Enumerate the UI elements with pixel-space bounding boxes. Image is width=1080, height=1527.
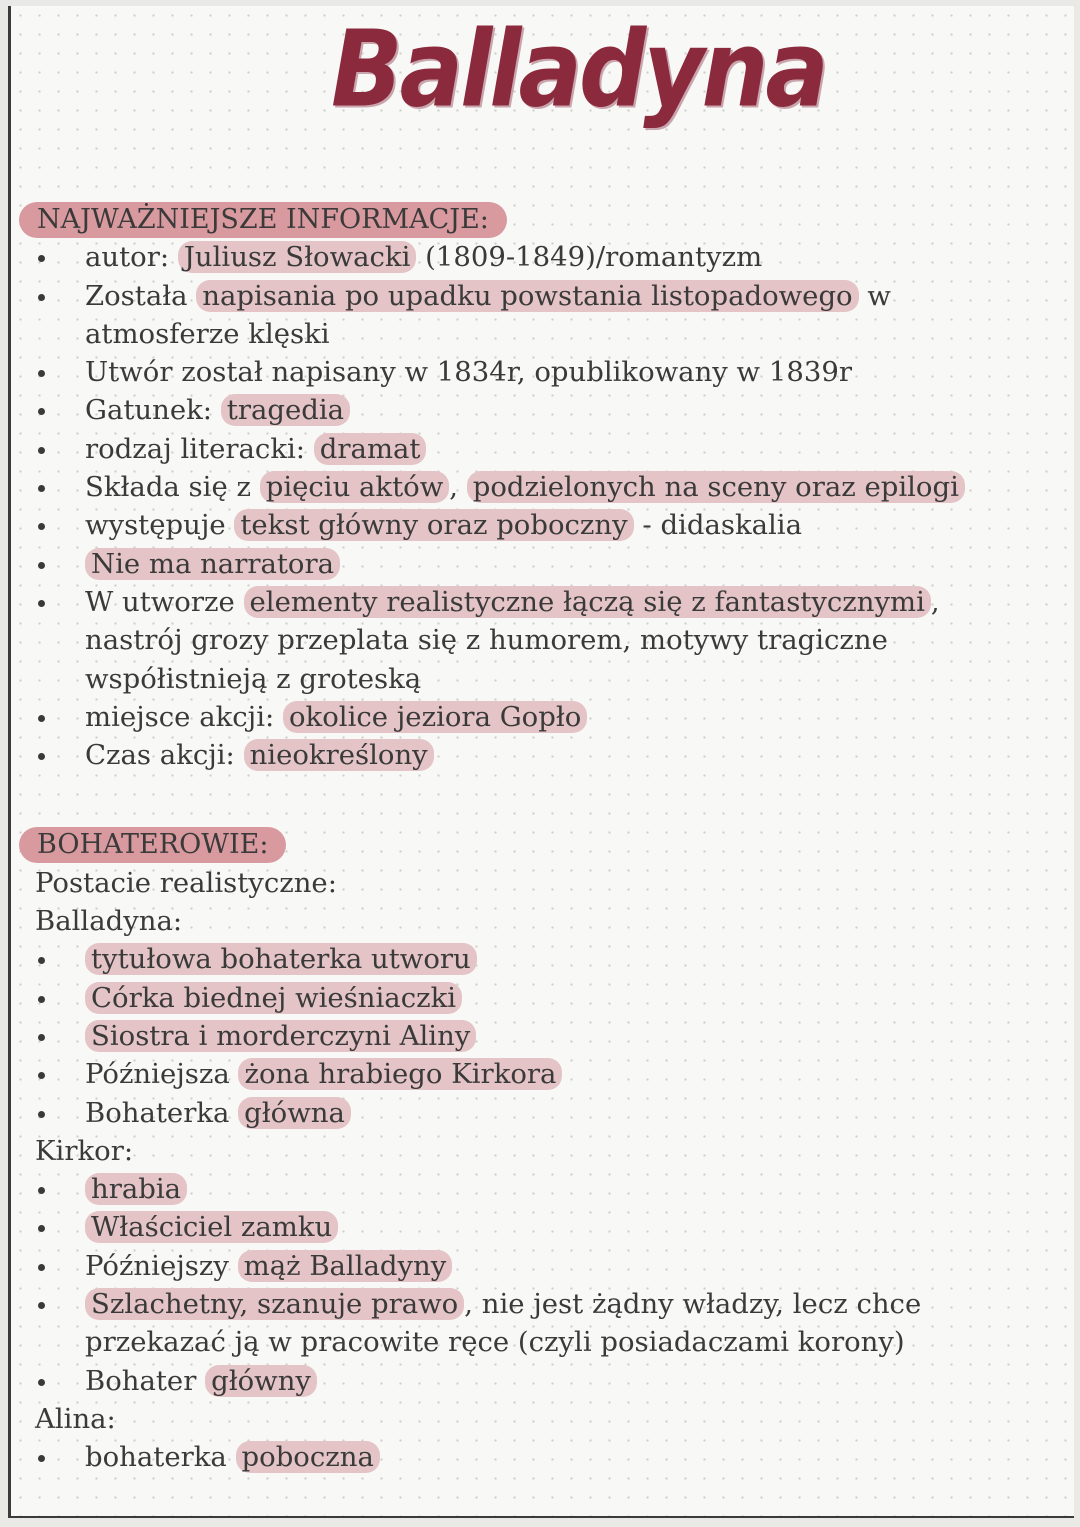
list-item: miejsce akcji: okolice jeziora Gopło	[11, 698, 1071, 736]
info-list	[11, 238, 1071, 774]
alina-list	[11, 1438, 1071, 1476]
list-item: Właściciel zamku	[11, 1208, 1071, 1246]
list-item: rodzaj literacki: dramat	[11, 430, 1071, 468]
balladyna-list	[11, 940, 1071, 1131]
list-item: bohaterka poboczna	[11, 1438, 1071, 1476]
character-name-kirkor: Kirkor:	[35, 1134, 134, 1167]
character-name-balladyna: Balladyna:	[35, 905, 183, 938]
list-item: autor: Juliusz Słowacki (1809-1849)/romantyzm	[11, 238, 1071, 276]
section-heading-info: NAJWAŻNIEJSZE INFORMACJE:	[19, 202, 507, 238]
list-item: tytułowa bohaterka utworu	[11, 940, 1071, 978]
note-page	[8, 6, 1074, 1518]
list-item: Bohater główny	[11, 1362, 1071, 1400]
list-item: Utwór został napisany w 1834r, opublikowany w 1839r	[11, 353, 1071, 391]
list-item: Siostra i morderczyni Aliny	[11, 1017, 1071, 1055]
section-heading-characters: BOHATEROWIE:	[19, 827, 286, 863]
page-title: Balladyna	[331, 9, 826, 132]
list-item: Została napisania po upadku powstania listopadowego w atmosferze klęski	[11, 277, 1071, 354]
list-item: hrabia	[11, 1170, 1071, 1208]
subheading: Postacie realistyczne:	[35, 866, 337, 899]
notes-content	[11, 194, 1071, 1477]
kirkor-list	[11, 1170, 1071, 1400]
list-item: Późniejszy mąż Balladyny	[11, 1247, 1071, 1285]
character-name-alina: Alina:	[35, 1402, 116, 1435]
list-item: Gatunek: tragedia	[11, 391, 1071, 429]
list-item: Córka biednej wieśniaczki	[11, 979, 1071, 1017]
list-item: Bohaterka główna	[11, 1094, 1071, 1132]
list-item: występuje tekst główny oraz poboczny - didaskalia	[11, 506, 1071, 544]
list-item: Szlachetny, szanuje prawo , nie jest żądny władzy, lecz chce przekazać ją w pracowite ręce (czyli posiadaczami korony)	[11, 1285, 1071, 1362]
list-item: Czas akcji: nieokreślony	[11, 736, 1071, 774]
list-item: Późniejsza żona hrabiego Kirkora	[11, 1055, 1071, 1093]
list-item: Składa się z pięciu aktów , podzielonych na sceny oraz epilogi	[11, 468, 1071, 506]
list-item: Nie ma narratora	[11, 545, 1071, 583]
list-item: W utworze elementy realistyczne łączą się z fantastycznymi , nastrój grozy przeplata się z humorem, motywy tragiczne współistnieją z groteską	[11, 583, 1071, 698]
